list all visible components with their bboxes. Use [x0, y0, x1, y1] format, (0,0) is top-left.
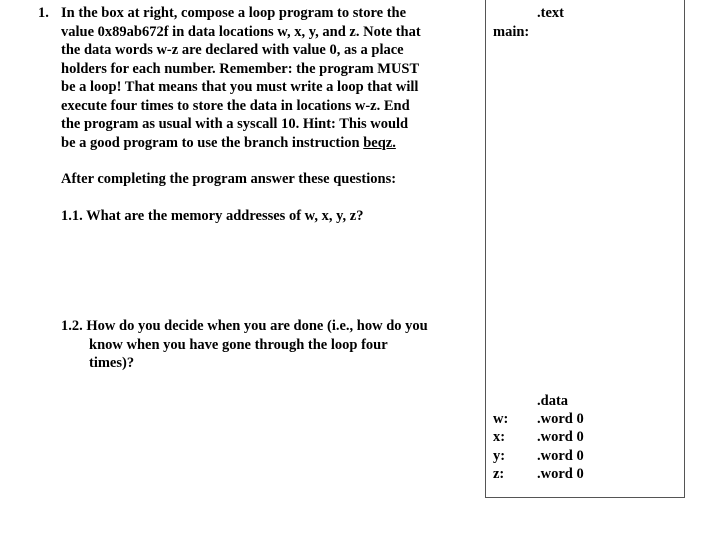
question-line-last	[61, 134, 481, 153]
question-text	[61, 4, 481, 152]
data-value-y: .word 0	[537, 448, 584, 464]
question-line: be a loop! That means that you must write a loop that will	[61, 79, 419, 95]
data-value-x: .word 0	[537, 429, 584, 445]
data-directive: .data	[537, 393, 569, 409]
sub-question-1-2	[61, 317, 428, 373]
sub-question-1-2-line: know when you have gone through the loop four	[89, 336, 388, 353]
question-line: the program as usual with a syscall 10. Hint: This would	[61, 116, 409, 132]
main-label: main:	[493, 24, 530, 40]
data-label-x: x:	[493, 429, 506, 445]
code-box	[485, 0, 685, 498]
question-line: the data words w-z are declared with value 0, as a place	[61, 42, 404, 58]
data-value-z: .word 0	[537, 466, 584, 482]
after-completing-text: After completing the program answer these questions:	[61, 171, 397, 187]
question-line: In the box at right, compose a loop program to store the	[61, 5, 407, 21]
question-number: 1.	[38, 5, 49, 21]
data-value-w: .word 0	[537, 411, 584, 427]
question-line: holders for each number. Remember: the program MUST	[61, 60, 420, 77]
question-line-last-prefix: be a good program to use the branch instruction	[61, 134, 364, 151]
sub-question-1-1: 1.1. What are the memory addresses of w, x, y, z?	[61, 208, 364, 224]
question-line: value 0x89ab672f in data locations w, x, y, and z. Note that	[61, 23, 421, 40]
sub-question-1-2-line: times)?	[89, 355, 135, 371]
data-label-z: z:	[493, 466, 505, 482]
sub-question-1-2-line: 1.2. How do you decide when you are done (i.e., how do you	[61, 318, 428, 334]
text-directive: .text	[537, 5, 564, 21]
beqz-keyword: beqz.	[363, 134, 396, 151]
data-label-y: y:	[493, 448, 506, 464]
data-label-w: w:	[493, 411, 509, 427]
question-line: execute four times to store the data in locations w-z. End	[61, 97, 410, 114]
